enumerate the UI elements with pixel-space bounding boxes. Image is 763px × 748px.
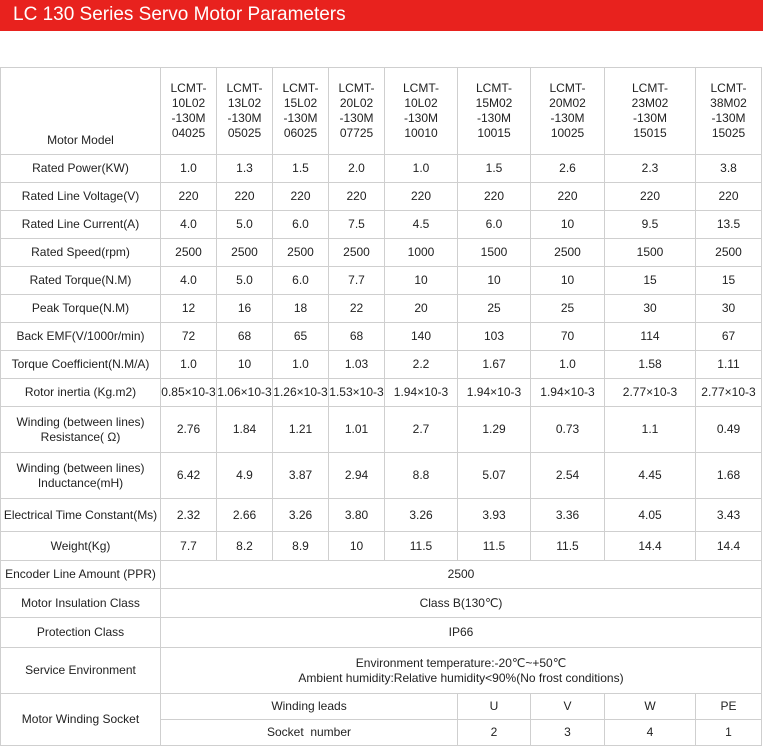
encoder-value: 2500 [161, 561, 762, 589]
parameter-value: 6.0 [458, 211, 531, 239]
parameter-label-line: Rated Speed(rpm) [31, 245, 130, 259]
parameter-value: 2.77×10-3 [696, 379, 762, 407]
parameter-label [1, 239, 161, 267]
parameter-value: 2.77×10-3 [605, 379, 696, 407]
parameter-value: 67 [696, 323, 762, 351]
model-name-part: 07725 [339, 126, 374, 140]
parameter-value: 7.7 [161, 532, 217, 561]
parameter-value: 5.0 [217, 267, 273, 295]
model-name-part: LCMT- [226, 81, 263, 95]
socket-number-cell: 3 [531, 720, 605, 746]
parameter-label-line: Winding (between lines) [16, 414, 145, 429]
parameter-value: 220 [531, 183, 605, 211]
parameter-label-line: Electrical Time Constant(Ms) [3, 507, 158, 522]
parameter-value: 220 [161, 183, 217, 211]
winding-leads-label: Winding leads [161, 694, 458, 720]
table-row [1, 532, 762, 561]
model-name-part: -130M [476, 111, 511, 125]
model-name-part: 20L02 [339, 96, 374, 110]
parameter-value: 18 [273, 295, 329, 323]
parameter-value: 1.0 [161, 351, 217, 379]
model-name-part: 20M02 [549, 96, 586, 110]
parameter-value: 220 [217, 183, 273, 211]
motor-model-label: Motor Model [1, 68, 161, 155]
parameter-value: 7.7 [329, 267, 385, 295]
parameter-value: 3.8 [696, 155, 762, 183]
model-name-part: -130M [550, 111, 585, 125]
parameter-value: 10 [385, 267, 458, 295]
parameter-value: 1.0 [531, 351, 605, 379]
service-environment-label: Service Environment [1, 648, 161, 694]
model-name-part: 10010 [404, 126, 438, 140]
table-row [1, 351, 762, 379]
parameter-value: 220 [329, 183, 385, 211]
parameter-value: 2.66 [217, 499, 273, 532]
winding-lead-cell: PE [696, 694, 762, 720]
parameter-value: 1.11 [696, 351, 762, 379]
table-row [1, 295, 762, 323]
parameter-value: 4.05 [605, 499, 696, 532]
parameter-value: 3.36 [531, 499, 605, 532]
parameter-value: 1.1 [605, 407, 696, 453]
model-header-cell [385, 68, 458, 155]
parameter-value: 2.7 [385, 407, 458, 453]
parameter-value: 68 [217, 323, 273, 351]
table-row [1, 183, 762, 211]
parameter-value: 2.76 [161, 407, 217, 453]
parameter-value: 1.84 [217, 407, 273, 453]
parameter-value: 1.5 [273, 155, 329, 183]
parameter-value: 3.43 [696, 499, 762, 532]
parameter-label-line: Rated Torque(N.M) [29, 273, 132, 287]
parameter-label [1, 267, 161, 295]
parameter-value: 1.26×10-3 [273, 379, 329, 407]
model-name-part: -130M [403, 111, 438, 125]
parameter-value: 65 [273, 323, 329, 351]
insulation-label: Motor Insulation Class [1, 589, 161, 618]
parameter-value: 11.5 [458, 532, 531, 561]
parameter-value: 6.0 [273, 267, 329, 295]
parameter-value: 1.0 [273, 351, 329, 379]
parameter-value: 1.53×10-3 [329, 379, 385, 407]
parameter-value: 8.2 [217, 532, 273, 561]
table-body [1, 68, 762, 746]
insulation-value: Class B(130℃) [161, 589, 762, 618]
parameter-value: 3.93 [458, 499, 531, 532]
protection-label: Protection Class [1, 618, 161, 648]
table-row [1, 323, 762, 351]
model-name-part: -130M [227, 111, 262, 125]
parameter-value: 2500 [217, 239, 273, 267]
parameter-value: 3.80 [329, 499, 385, 532]
parameter-value: 25 [458, 295, 531, 323]
parameter-value: 3.87 [273, 453, 329, 499]
model-name-part: 06025 [283, 126, 318, 140]
parameter-label-line: Rated Line Current(A) [21, 217, 140, 231]
parameter-value: 1.3 [217, 155, 273, 183]
parameter-value: 72 [161, 323, 217, 351]
parameter-value: 15 [696, 267, 762, 295]
parameter-value: 6.0 [273, 211, 329, 239]
table-row [1, 618, 762, 648]
parameter-value: 1.67 [458, 351, 531, 379]
parameter-value: 1.06×10-3 [217, 379, 273, 407]
model-name-part: 10025 [550, 126, 585, 140]
model-header-cell [273, 68, 329, 155]
model-name-part: LCMT- [710, 81, 747, 95]
parameter-value: 7.5 [329, 211, 385, 239]
parameter-value: 9.5 [605, 211, 696, 239]
model-name-part: LCMT- [170, 81, 207, 95]
parameter-value: 220 [273, 183, 329, 211]
parameter-value: 2.3 [605, 155, 696, 183]
parameter-value: 68 [329, 323, 385, 351]
parameter-value: 12 [161, 295, 217, 323]
parameter-label [1, 532, 161, 561]
parameter-value: 10 [217, 351, 273, 379]
table-row [1, 561, 762, 589]
protection-value: IP66 [161, 618, 762, 648]
parameter-value: 10 [531, 267, 605, 295]
title-bar [0, 0, 763, 31]
winding-socket-label: Motor Winding Socket [1, 694, 161, 746]
parameter-value: 1.94×10-3 [458, 379, 531, 407]
parameter-label [1, 323, 161, 351]
parameter-label-line: Winding (between lines) [16, 460, 145, 475]
parameter-value: 4.45 [605, 453, 696, 499]
parameter-value: 6.42 [161, 453, 217, 499]
parameter-value: 1.94×10-3 [385, 379, 458, 407]
parameter-label [1, 499, 161, 532]
model-name-part: LCMT- [476, 81, 512, 95]
parameter-value: 3.26 [385, 499, 458, 532]
parameter-value: 16 [217, 295, 273, 323]
model-header-cell [531, 68, 605, 155]
model-header-cell [329, 68, 385, 155]
parameter-value: 1.0 [385, 155, 458, 183]
parameter-value: 2.94 [329, 453, 385, 499]
table-row [1, 211, 762, 239]
parameter-value: 4.5 [385, 211, 458, 239]
parameter-value: 30 [605, 295, 696, 323]
parameter-label-line: Resistance( Ω) [40, 429, 121, 444]
parameter-label [1, 453, 161, 499]
parameter-value: 4.0 [161, 267, 217, 295]
model-name-part: 15025 [711, 126, 746, 140]
table-row [1, 589, 762, 618]
table-row [1, 155, 762, 183]
socket-number-cell: 1 [696, 720, 762, 746]
model-name-part: 04025 [171, 126, 206, 140]
parameter-value: 8.9 [273, 532, 329, 561]
parameter-label-line: Rated Power(KW) [32, 161, 129, 175]
model-name-part: 23M02 [631, 96, 669, 110]
parameter-label-line: Back EMF(V/1000r/min) [16, 329, 145, 343]
parameter-value: 1.01 [329, 407, 385, 453]
parameter-value: 2.6 [531, 155, 605, 183]
model-header-cell [696, 68, 762, 155]
parameter-value: 1.94×10-3 [531, 379, 605, 407]
parameter-value: 114 [605, 323, 696, 351]
parameter-value: 5.07 [458, 453, 531, 499]
parameter-value: 103 [458, 323, 531, 351]
parameter-value: 2500 [273, 239, 329, 267]
parameter-label-line: Rated Line Voltage(V) [21, 189, 140, 203]
parameter-value: 0.73 [531, 407, 605, 453]
model-header-cell [217, 68, 273, 155]
parameter-value: 2500 [531, 239, 605, 267]
model-name-part: 05025 [227, 126, 262, 140]
model-name-part: LCMT- [338, 81, 375, 95]
parameter-value: 20 [385, 295, 458, 323]
parameter-label-line: Weight(Kg) [50, 538, 111, 553]
model-header-cell [161, 68, 217, 155]
socket-number-cell: 2 [458, 720, 531, 746]
parameter-value: 4.0 [161, 211, 217, 239]
model-name-part: 10015 [477, 126, 511, 140]
parameter-value: 220 [605, 183, 696, 211]
table-row [1, 239, 762, 267]
parameter-value: 2500 [329, 239, 385, 267]
model-name-part: 10L02 [171, 96, 206, 110]
parameter-label [1, 155, 161, 183]
parameter-label-line: Peak Torque(N.M) [31, 301, 130, 315]
table-row [1, 648, 762, 694]
parameter-value: 1.58 [605, 351, 696, 379]
parameter-value: 11.5 [531, 532, 605, 561]
parameter-value: 1000 [385, 239, 458, 267]
parameter-value: 1.21 [273, 407, 329, 453]
parameter-value: 220 [458, 183, 531, 211]
model-name-part: 10L02 [404, 96, 438, 110]
table-row [1, 267, 762, 295]
parameter-label [1, 211, 161, 239]
parameter-value: 70 [531, 323, 605, 351]
parameter-value: 0.85×10-3 [161, 379, 217, 407]
parameter-value: 1.0 [161, 155, 217, 183]
table-row [1, 499, 762, 532]
model-name-part: LCMT- [549, 81, 586, 95]
model-name-part: 15015 [633, 126, 667, 140]
parameter-label [1, 351, 161, 379]
model-name-part: 38M02 [710, 96, 747, 110]
parameter-value: 1.5 [458, 155, 531, 183]
parameter-value: 140 [385, 323, 458, 351]
environment-temperature: Environment temperature:-20℃~+50℃ [355, 655, 567, 670]
service-environment-value [161, 648, 762, 694]
parameter-value: 25 [531, 295, 605, 323]
table-row [1, 68, 762, 155]
table-row [1, 379, 762, 407]
model-name-part: LCMT- [282, 81, 319, 95]
page-title: LC 130 Series Servo Motor Parameters [13, 4, 346, 25]
parameter-value: 11.5 [385, 532, 458, 561]
socket-number-label: Socket number [161, 720, 458, 746]
parameter-value: 14.4 [696, 532, 762, 561]
parameter-value: 5.0 [217, 211, 273, 239]
encoder-label: Encoder Line Amount (PPR) [1, 561, 161, 589]
model-header-cell [458, 68, 531, 155]
parameter-value: 8.8 [385, 453, 458, 499]
parameter-value: 10 [531, 211, 605, 239]
parameter-value: 2.0 [329, 155, 385, 183]
ambient-humidity: Ambient humidity:Relative humidity<90%(No frost conditions) [298, 670, 624, 685]
parameters-table [0, 67, 762, 746]
parameter-value: 1500 [605, 239, 696, 267]
parameter-value: 1500 [458, 239, 531, 267]
model-header-cell [605, 68, 696, 155]
parameter-value: 10 [329, 532, 385, 561]
table-row [1, 694, 762, 720]
parameter-label [1, 183, 161, 211]
model-name-part: LCMT- [403, 81, 439, 95]
winding-lead-cell: U [458, 694, 531, 720]
table-row [1, 407, 762, 453]
parameter-value: 10 [458, 267, 531, 295]
parameter-value: 1.68 [696, 453, 762, 499]
parameter-value: 220 [385, 183, 458, 211]
model-name-part: 13L02 [227, 96, 262, 110]
parameter-value: 1.29 [458, 407, 531, 453]
parameter-value: 2500 [696, 239, 762, 267]
parameter-label [1, 295, 161, 323]
parameter-value: 2.2 [385, 351, 458, 379]
parameter-label [1, 379, 161, 407]
winding-lead-cell: W [605, 694, 696, 720]
parameter-label-line: Rotor inertia (Kg.m2) [24, 385, 137, 399]
parameter-value: 4.9 [217, 453, 273, 499]
parameter-label-line: Torque Coefficient(N.M/A) [11, 357, 150, 371]
parameter-label-line: Inductance(mH) [37, 475, 124, 490]
model-name-part: LCMT- [632, 81, 668, 95]
parameter-value: 2500 [161, 239, 217, 267]
model-name-part: -130M [283, 111, 318, 125]
parameter-label [1, 407, 161, 453]
parameter-value: 13.5 [696, 211, 762, 239]
parameter-value: 220 [696, 183, 762, 211]
model-name-part: -130M [171, 111, 206, 125]
model-name-part: -130M [339, 111, 374, 125]
parameter-value: 1.03 [329, 351, 385, 379]
model-name-part: 15M02 [475, 96, 513, 110]
model-name-part: -130M [711, 111, 746, 125]
parameter-value: 14.4 [605, 532, 696, 561]
parameter-value: 15 [605, 267, 696, 295]
parameter-value: 30 [696, 295, 762, 323]
table-row [1, 453, 762, 499]
parameter-value: 0.49 [696, 407, 762, 453]
parameter-value: 2.32 [161, 499, 217, 532]
parameter-value: 22 [329, 295, 385, 323]
model-name-part: 15L02 [283, 96, 318, 110]
model-name-part: -130M [632, 111, 667, 125]
socket-number-cell: 4 [605, 720, 696, 746]
winding-lead-cell: V [531, 694, 605, 720]
parameter-value: 2.54 [531, 453, 605, 499]
parameter-value: 3.26 [273, 499, 329, 532]
